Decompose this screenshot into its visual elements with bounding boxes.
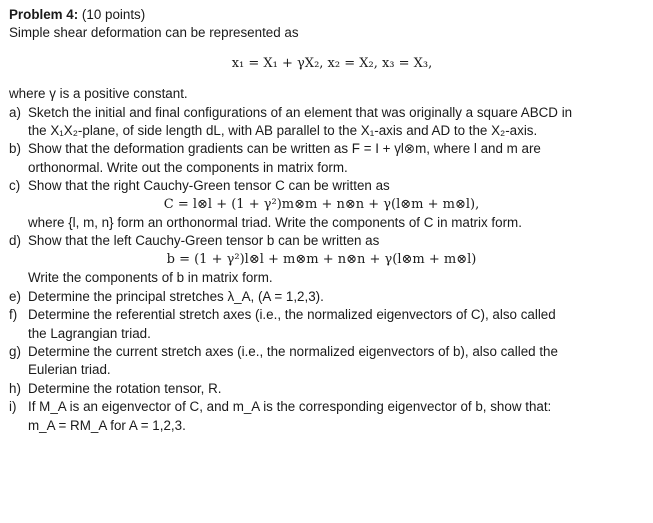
item-text-line: If M_A is an eigenvector of C, and m_A is the corresponding eigenvector of b, show that: [28, 399, 552, 415]
list-item-h [9, 380, 645, 398]
item-list [9, 104, 645, 435]
item-text-line: Sketch the initial and final configurations of an element that was originally a square ABCD in [28, 104, 573, 120]
item-label: g) [9, 343, 21, 359]
list-item-a [9, 104, 645, 141]
item-label: h) [9, 380, 21, 396]
item-text-line: the Lagrangian triad. [28, 325, 151, 341]
problem-title [9, 6, 645, 24]
cauchy-green-right-equation: C = l⊗l + (1 + γ²)m⊗m + n⊗n + γ(l⊗m + m⊗l), [163, 196, 480, 212]
problem-number: Problem 4: [9, 7, 79, 22]
list-item-b [9, 140, 645, 177]
item-text-line: orthonormal. Write out the components in matrix form. [28, 159, 348, 175]
item-text-line: m_A = RM_A for A = 1,2,3. [28, 417, 186, 433]
item-text-line: where {l, m, n} form an orthonormal triad. Write the components of C in matrix form. [28, 215, 522, 231]
list-item-c [9, 177, 645, 232]
item-text-line: the X₁X₂-plane, of side length dL, with AB parallel to the X₁-axis and AD to the X₂-axis. [28, 123, 538, 139]
item-text-line: Eulerian triad. [28, 362, 111, 378]
item-text-line: Determine the principal stretches λ_A, (A = 1,2,3). [28, 288, 324, 304]
item-label: i) [9, 399, 17, 415]
item-label: d) [9, 233, 21, 249]
item-text-line: Determine the rotation tensor, R. [28, 380, 222, 396]
list-item-g [9, 343, 645, 380]
list-item-e [9, 288, 645, 306]
where-line: where γ is a positive constant. [9, 86, 188, 102]
problem-intro: Simple shear deformation can be represented as [9, 25, 299, 41]
list-item-i [9, 398, 645, 435]
item-label: b) [9, 141, 21, 157]
item-text-line: Show that the right Cauchy-Green tensor C can be written as [28, 178, 390, 194]
item-text-line: Show that the deformation gradients can be written as F = I + γl⊗m, where l and m are [28, 141, 541, 157]
shear-equation: x₁ = X₁ + γX₂, x₂ = X₂, x₃ = X₃, [231, 55, 433, 71]
item-text-line: Determine the referential stretch axes (i.e., the normalized eigenvectors of C), also called [28, 307, 556, 323]
item-label: e) [9, 288, 21, 304]
item-text-line: Show that the left Cauchy-Green tensor b can be written as [28, 233, 380, 249]
item-text-line: Write the components of b in matrix form. [28, 270, 273, 286]
item-text-line: Determine the current stretch axes (i.e., the normalized eigenvectors of b), also called the [28, 343, 558, 359]
item-label: a) [9, 104, 21, 120]
cauchy-green-left-equation: b = (1 + γ²)l⊗l + m⊗m + n⊗n + γ(l⊗m + m⊗l) [166, 251, 477, 267]
list-item-f [9, 306, 645, 343]
list-item-d [9, 232, 645, 287]
item-label: f) [9, 307, 18, 323]
item-label: c) [9, 178, 21, 194]
problem-points: (10 points) [78, 7, 146, 22]
